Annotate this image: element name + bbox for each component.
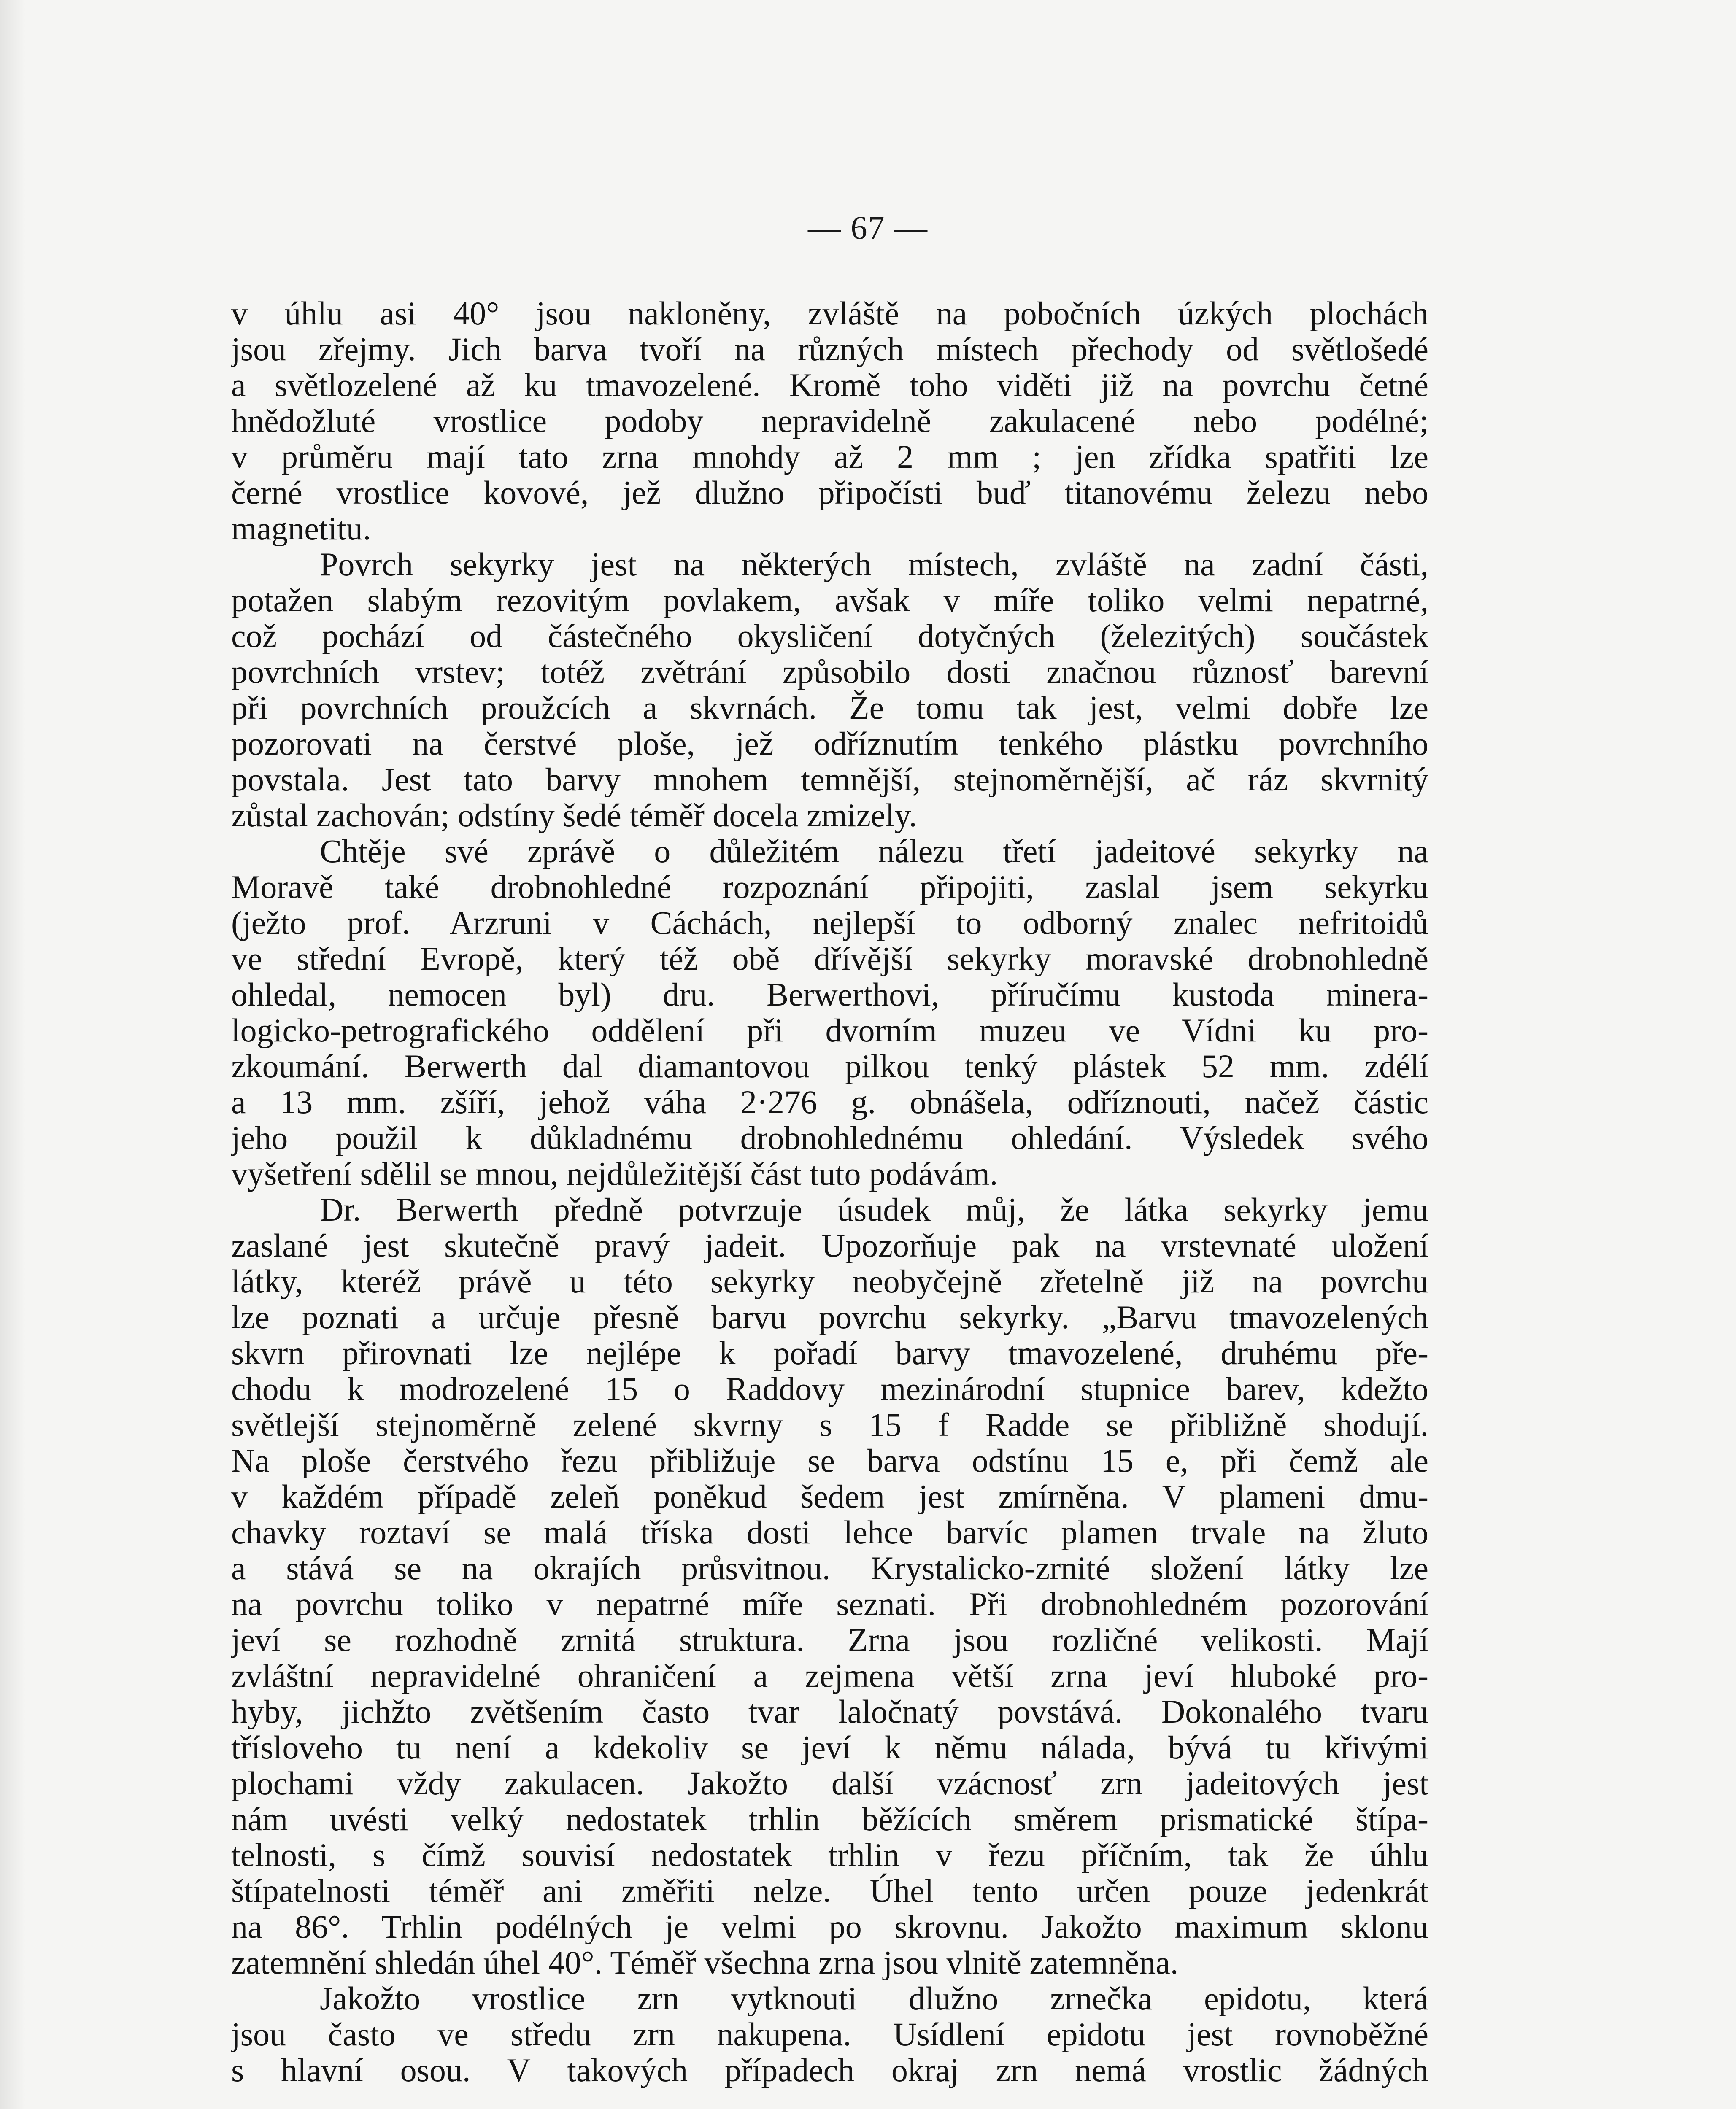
text-line: hyby, jichžto zvětšením často tvar laločnatý povstává. Dokonalého tvaru — [231, 1694, 1428, 1729]
text-line: jsou zřejmy. Jich barva tvoří na různých místech přechody od světlošedé — [231, 331, 1428, 367]
text-line: skvrn přirovnati lze nejlépe k pořadí barvy tmavozelené, druhému pře- — [231, 1335, 1428, 1371]
text-line: třísloveho tu není a kdekoliv se jeví k němu nálada, bývá tu křivými — [231, 1729, 1428, 1765]
text-line: na 86°. Trhlin podélných je velmi po skrovnu. Jakožto maximum sklonu — [231, 1909, 1428, 1944]
text-line: hnědožluté vrostlice podoby nepravidelně zakulacené nebo podélné; — [231, 403, 1428, 439]
text-line: v úhlu asi 40° jsou nakloněny, zvláště na pobočních úzkých plochách — [231, 295, 1428, 331]
text-line: štípatelnosti téměř ani změřiti nelze. Úhel tento určen pouze jedenkrát — [231, 1873, 1428, 1909]
text-line: Na ploše čerstvého řezu přibližuje se barva odstínu 15 e, při čemž ale — [231, 1443, 1428, 1478]
text-line: v průměru mají tato zrna mnohdy až 2 mm ; jen zřídka spatřiti lze — [231, 439, 1428, 475]
paragraph — [231, 1980, 1428, 2088]
text-line: (ježto prof. Arzruni v Cáchách, nejlepší to odborný znalec nefritoidů — [231, 905, 1428, 941]
paragraph — [231, 546, 1428, 833]
text-line: vyšetření sdělil se mnou, nejdůležitější část tuto podávám. — [231, 1156, 998, 1192]
text-line: potažen slabým rezovitým povlakem, avšak v míře toliko velmi nepatrné, — [231, 582, 1428, 618]
text-line: pozorovati na čerstvé ploše, jež odříznutím tenkého plástku povrchního — [231, 725, 1428, 761]
text-line: světlejší stejnoměrně zelené skvrny s 15 f Radde se přibližně shodují. — [231, 1407, 1428, 1443]
text-line: ve střední Evropě, který též obě dřívější sekyrky moravské drobnohledně — [231, 941, 1428, 976]
text-line: zatemnění shledán úhel 40°. Téměř všechna zrna jsou vlnitě zatemněna. — [231, 1944, 1179, 1980]
text-line: v každém případě zeleň poněkud šedem jest zmírněna. V plameni dmu- — [231, 1478, 1428, 1514]
paragraph — [231, 1192, 1428, 1980]
text-line: Jakožto vrostlice zrn vytknouti dlužno zrnečka epidotu, která — [320, 1980, 1428, 2016]
text-line: zkoumání. Berwerth dal diamantovou pilkou tenký plástek 52 mm. zdélí — [231, 1048, 1428, 1084]
text-line: Dr. Berwerth předně potvrzuje úsudek můj, že látka sekyrky jemu — [320, 1192, 1428, 1227]
text-line: což pochází od částečného okysličení dotyčných (železitých) součástek — [231, 618, 1428, 654]
body-text — [231, 295, 1428, 2088]
text-line: chavky roztaví se malá tříska dosti lehce barvíc plamen trvale na žluto — [231, 1514, 1428, 1550]
text-line: při povrchních proužcích a skvrnách. Že tomu tak jest, velmi dobře lze — [231, 690, 1428, 725]
text-line: na povrchu toliko v nepatrné míře seznati. Při drobnohledném pozorování — [231, 1586, 1428, 1622]
text-line: a 13 mm. zšíří, jehož váha 2·276 g. obnášela, odříznouti, načež částic — [231, 1084, 1428, 1120]
text-line: zaslané jest skutečně pravý jadeit. Upozorňuje pak na vrstevnaté uložení — [231, 1227, 1428, 1263]
text-line: černé vrostlice kovové, jež dlužno připočísti buď titanovému železu nebo — [231, 475, 1428, 510]
text-line: plochami vždy zakulacen. Jakožto další vzácnosť zrn jadeitových jest — [231, 1765, 1428, 1801]
text-line: nám uvésti velký nedostatek trhlin běžících směrem prismatické štípa- — [231, 1801, 1428, 1837]
text-line: povrchních vrstev; totéž zvětrání způsobilo dosti značnou různosť barevní — [231, 654, 1428, 690]
paragraph — [231, 295, 1428, 546]
text-line: jeho použil k důkladnému drobnohlednému ohledání. Výsledek svého — [231, 1120, 1428, 1156]
text-line: jsou často ve středu zrn nakupena. Usídlení epidotu jest rovnoběžné — [231, 2016, 1428, 2052]
text-line: s hlavní osou. V takových případech okraj zrn nemá vrostlic žádných — [231, 2052, 1428, 2088]
text-line: magnetitu. — [231, 510, 371, 546]
text-line: ohledal, nemocen byl) dru. Berwerthovi, příručímu kustoda minera- — [231, 976, 1428, 1012]
text-line: zůstal zachován; odstíny šedé téměř docela zmizely. — [231, 797, 917, 833]
text-line: Povrch sekyrky jest na některých místech, zvláště na zadní části, — [320, 546, 1428, 582]
text-line: chodu k modrozelené 15 o Raddovy mezinárodní stupnice barev, kdežto — [231, 1371, 1428, 1407]
text-line: telnosti, s čímž souvisí nedostatek trhlin v řezu příčním, tak že úhlu — [231, 1837, 1428, 1873]
text-line: a stává se na okrajích průsvitnou. Krystalicko-zrnité složení látky lze — [231, 1550, 1428, 1586]
text-line: látky, kteréž právě u této sekyrky neobyčejně zřetelně již na povrchu — [231, 1263, 1428, 1299]
page-shadow-edge — [0, 0, 25, 2109]
text-line: logicko-petrografického oddělení při dvorním muzeu ve Vídni ku pro- — [231, 1012, 1428, 1048]
text-line: Moravě také drobnohledné rozpoznání připojiti, zaslal jsem sekyrku — [231, 869, 1428, 905]
text-line: a světlozelené až ku tmavozelené. Kromě toho viděti již na povrchu četné — [231, 367, 1428, 403]
text-line: povstala. Jest tato barvy mnohem temnější, stejnoměrnější, ač ráz skvrnitý — [231, 761, 1428, 797]
text-line: jeví se rozhodně zrnitá struktura. Zrna jsou rozličné velikosti. Mají — [231, 1622, 1428, 1658]
paragraph — [231, 833, 1428, 1192]
page-number: — 67 — — [808, 209, 928, 246]
text-line: Chtěje své zprávě o důležitém nálezu třetí jadeitové sekyrky na — [320, 833, 1428, 869]
text-line: lze poznati a určuje přesně barvu povrchu sekyrky. „Barvu tmavozelených — [231, 1299, 1428, 1335]
text-line: zvláštní nepravidelné ohraničení a zejmena větší zrna jeví hluboké pro- — [231, 1658, 1428, 1694]
